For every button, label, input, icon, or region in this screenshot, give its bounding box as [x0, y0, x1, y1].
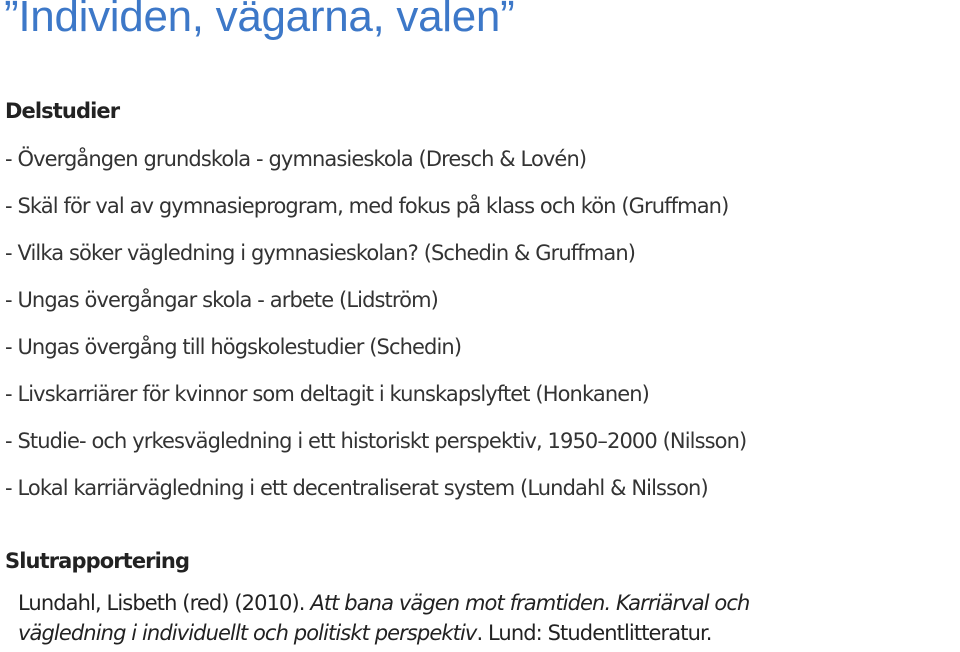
- reference-line-2: [18, 618, 749, 648]
- study-item: - Skäl för val av gymnasieprogram, med fokus på klass och kön (Gruffman): [5, 194, 729, 218]
- study-item: - Ungas övergång till högskolestudier (Schedin): [5, 335, 462, 359]
- reference-title-part1: Att bana vägen mot framtiden. Karriärval och: [310, 591, 750, 615]
- study-item: - Ungas övergångar skola - arbete (Lidström): [5, 288, 438, 312]
- reference-title-part2: vägledning i individuellt och politiskt perspektiv: [18, 621, 477, 645]
- reference-publisher: . Lund: Studentlitteratur.: [476, 621, 712, 645]
- study-item: - Övergången grundskola - gymnasieskola (Dresch & Lovén): [5, 147, 587, 171]
- reference-citation: [18, 588, 749, 648]
- study-item: - Lokal karriärvägledning i ett decentraliserat system (Lundahl & Nilsson): [5, 476, 708, 500]
- slide-title: ”Individen, vägarna, valen”: [4, 0, 515, 41]
- study-item: - Studie- och yrkesvägledning i ett historiskt perspektiv, 1950–2000 (Nilsson): [5, 429, 747, 453]
- section-heading-slutrapportering: Slutrapportering: [5, 549, 190, 573]
- reference-author: Lundahl, Lisbeth (red) (2010).: [18, 591, 311, 615]
- reference-line-1: [18, 588, 749, 618]
- study-item: - Livskarriärer för kvinnor som deltagit i kunskapslyftet (Honkanen): [5, 382, 649, 406]
- study-item: - Vilka söker vägledning i gymnasieskolan? (Schedin & Gruffman): [5, 241, 636, 265]
- study-list: [5, 145, 746, 521]
- section-heading-delstudier: Delstudier: [5, 99, 120, 123]
